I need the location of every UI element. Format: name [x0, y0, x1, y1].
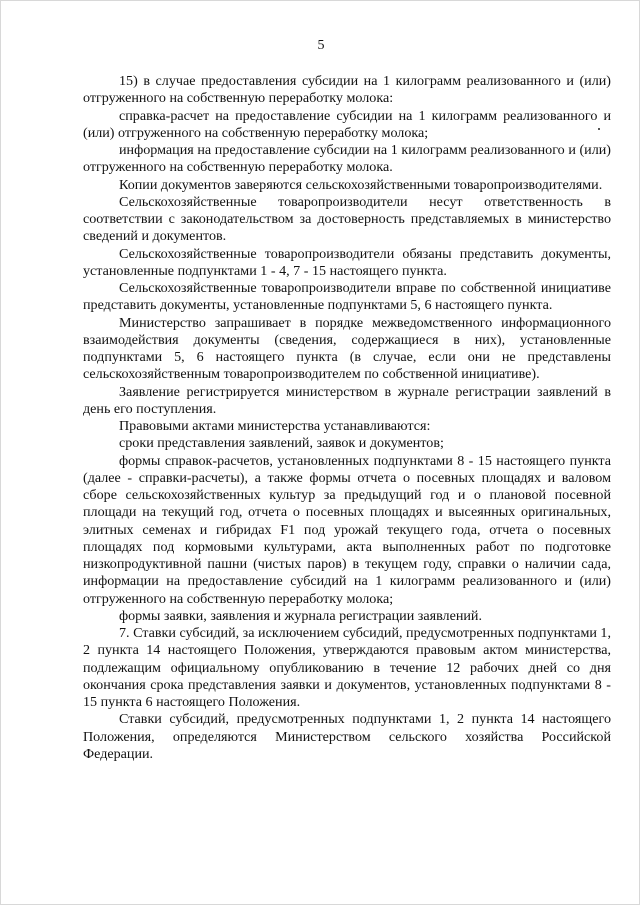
paragraph: Сельскохозяйственные товаропроизводители обязаны представить документы, установленные подпунктами 1 - 4, 7 - 15 настоящего пункта.: [83, 245, 611, 279]
paragraph: Министерство запрашивает в порядке межведомственного информационного взаимодействия документы (сведения, содержащиеся в них), установленные подпунктами 5, 6 настоящего пункта (в случае, если они не представлены сельскохозяйственным товаропроизводителем по собственной инициативе).: [83, 314, 611, 383]
paragraph: Сельскохозяйственные товаропроизводители несут ответственность в соответствии с законодательством за достоверность представляемых в министерство сведений и документов.: [83, 193, 611, 245]
paragraph: формы справок-расчетов, установленных подпунктами 8 - 15 настоящего пункта (далее - справки-расчеты), а также формы отчета о посевных площадях и валовом сборе сельскохозяйственных культур за предыдущий год и о плановой посевной площади на текущий год, отчета о посевных площадях и высеянных оригинальных, элитных семенах и гибридах F1 под урожай текущего года, отчета о посевных площадях под кормовыми культурами, акта выполненных работ по подготовке низкопродуктивной пашни (чистых паров) в текущем году, справки о наличии сада, информации на предоставление субсидий на 1 килограмм реализованного и (или) отгруженного на собственную переработку молока;: [83, 452, 611, 607]
paragraph: Правовыми актами министерства устанавливаются:: [119, 418, 431, 434]
page-number: 5: [317, 38, 325, 53]
paragraph: Копии документов заверяются сельскохозяйственными товаропроизводителями.: [119, 176, 603, 193]
paragraph: Ставки субсидий, предусмотренных подпунктами 1, 2 пункта 14 настоящего Положения, определяются Министерством сельского хозяйства Российской Федерации.: [83, 711, 611, 762]
paragraph: Сельскохозяйственные товаропроизводители вправе по собственной инициативе представить документы, установленные подпунктами 5, 6 настоящего пункта.: [83, 280, 611, 314]
paragraph: 7. Ставки субсидий, за исключением субсидий, предусмотренных подпунктами 1, 2 пункта 14 настоящего Положения, утверждаются правовым актом министерства, подлежащим официальному опубликованию в течение 12 рабочих дней со дня окончания срока представления заявки и документов, установленных подпунктами 8 - 15 пункта 6 настоящего Положения.: [83, 625, 611, 710]
paragraph: информация на предоставление субсидии на 1 килограмм реализованного и (или) отгруженного на собственную переработку молока.: [83, 142, 611, 176]
paragraph: справка-расчет на предоставление субсидии на 1 килограмм реализованного и (или) отгруженного на собственную переработку молока;: [83, 107, 611, 141]
paragraph: Заявление регистрируется министерством в журнале регистрации заявлений в день его поступления.: [83, 383, 611, 417]
paragraph: сроки представления заявлений, заявок и документов;: [119, 435, 444, 452]
paragraph: 15) в случае предоставления субсидии на 1 килограмм реализованного и (или) отгруженного на собственную переработку молока:: [83, 73, 611, 107]
paragraph: формы заявки, заявления и журнала регистрации заявлений.: [119, 607, 482, 624]
document-body: [83, 73, 611, 763]
